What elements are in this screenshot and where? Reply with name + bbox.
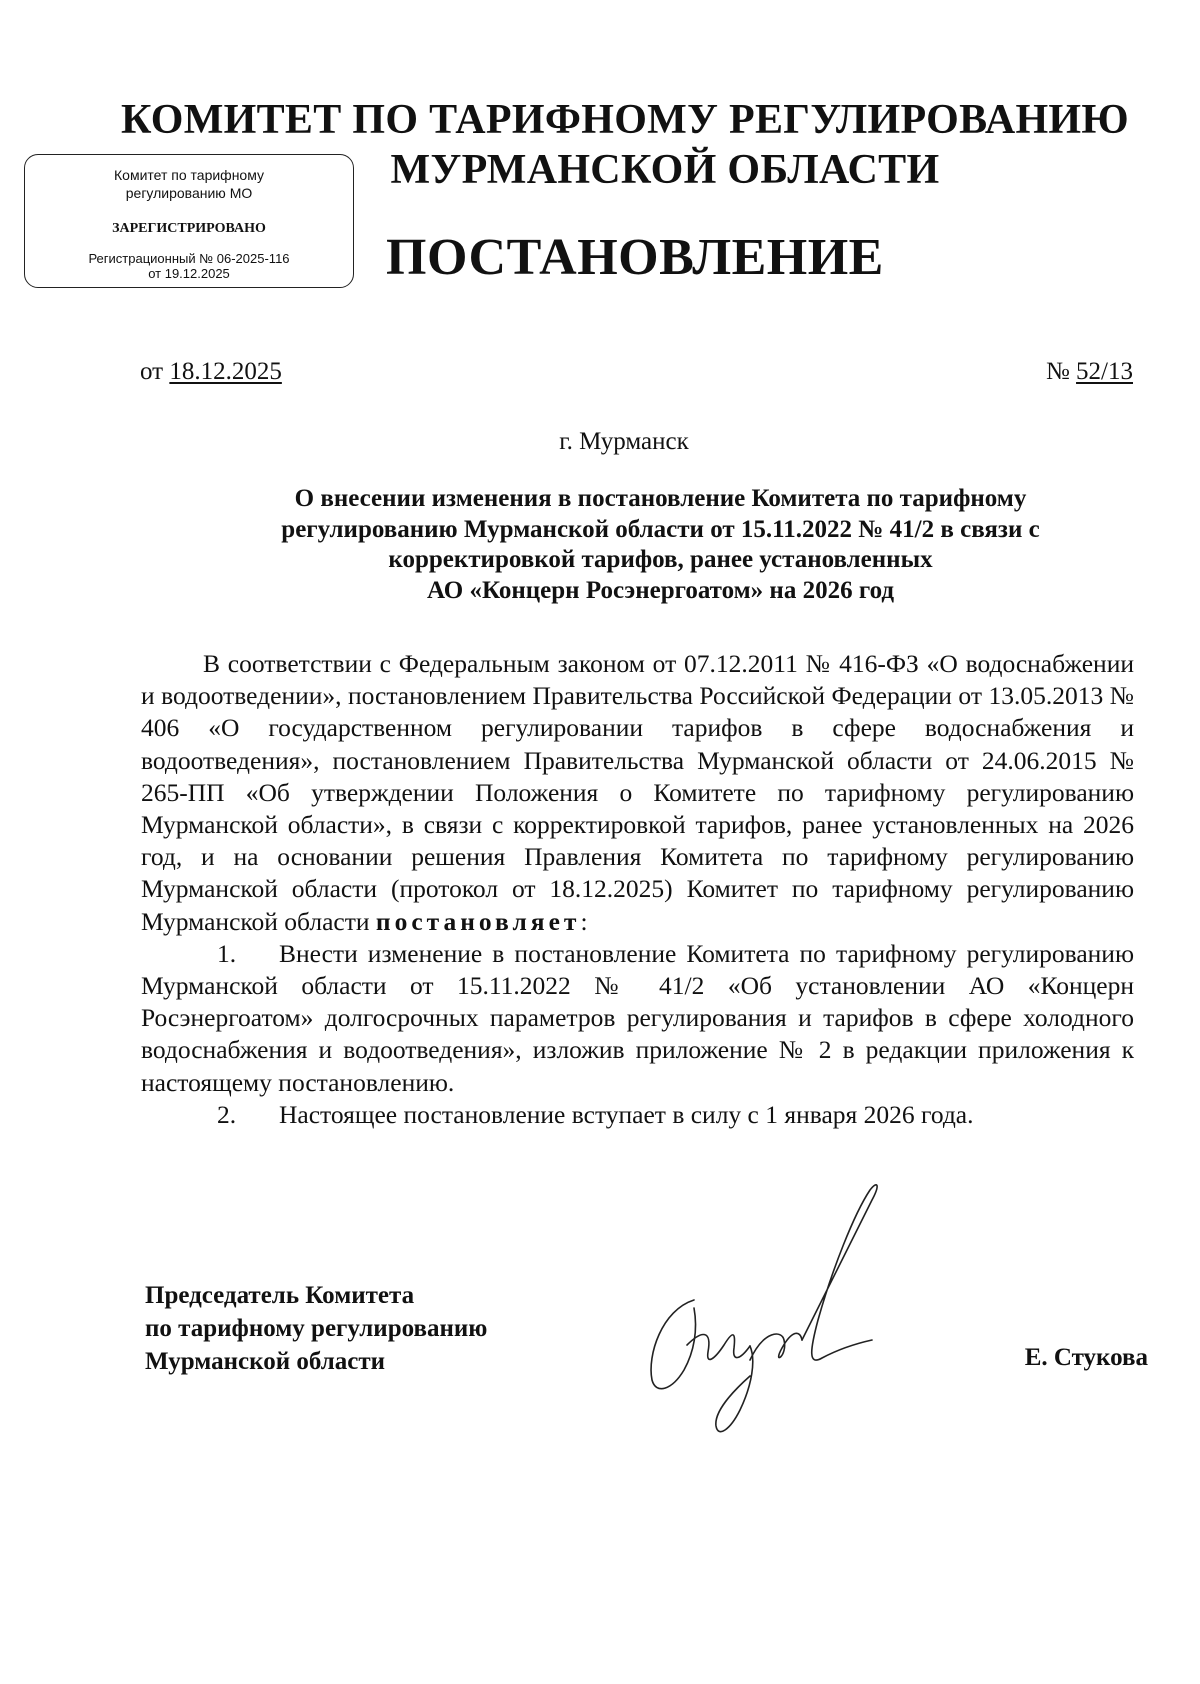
subject-line: АО «Концерн Росэнергоатом» на 2026 год [426,576,894,604]
document-meta [140,358,1133,390]
number-value: 52/13 [1076,358,1133,385]
org-title-line1: КОМИТЕТ ПО ТАРИФНОМУ РЕГУЛИРОВАНИЮ [121,97,1129,143]
resolves-colon: : [580,906,588,936]
resolution-item [141,938,1134,1099]
document-date [140,358,282,386]
preamble-paragraph [141,648,1134,938]
date-value: 18.12.2025 [169,358,282,385]
registration-stamp [24,154,354,288]
stamp-reg-date: от 19.12.2025 [148,266,230,281]
handwritten-signature [632,1180,922,1440]
stamp-org: Комитет по тарифному регулированию МО [114,167,264,201]
subject-line: регулированию Мурманской области от 15.11.2022 № 41/2 в связи с [281,515,1040,543]
item-number: 1. [217,938,237,968]
item-text: Настоящее постановление вступает в силу с 1 января 2026 года. [279,1099,974,1129]
resolution-item [141,1099,1134,1131]
resolves-word: постановляет [375,906,581,936]
city: г. Мурманск [559,428,689,455]
signer-position-line: Мурманской области [145,1348,386,1375]
signer-name: Е. Стукова [1024,1344,1148,1371]
signer-position-line: по тарифному регулированию [145,1315,488,1342]
number-prefix: № [1045,358,1070,385]
org-title-line2: МУРМАНСКОЙ ОБЛАСТИ [390,147,940,193]
stamp-registration [25,251,353,281]
stamp-reg-number: Регистрационный № 06-2025-116 [88,251,290,266]
signer-position-line: Председатель Комитета [145,1282,415,1309]
date-prefix: от [140,358,164,385]
item-number: 2. [217,1099,237,1129]
document-subject [140,484,1133,606]
document-type: ПОСТАНОВЛЕНИЕ [386,229,884,286]
preamble-text: В соответствии с Федеральным законом от 07.12.2011 № 416-ФЗ «О водоснабжении и водоотведении», постановлением Правительства Российской Федерации от 13.05.2013 № 406 «О государственном регулировании тарифов в сфере водоснабжения и водоотведения», постановлением Правительства Мурманской области от 24.06.2015 № 265-ПП «Об утверждении Положения о Комитете по тарифному регулированию Мурманской области», в связи с корректировкой тарифов, ранее установленных на 2026 год, и на основании решения Правления Комитета по тарифному регулированию Мурманской области (протокол от 18.12.2025) Комитет по тарифному регулированию Мурманской области [141,649,1134,936]
document-number [1046,358,1133,386]
stamp-status: ЗАРЕГИСТРИРОВАНО [112,221,266,236]
subject-line: О внесении изменения в постановление Комитета по тарифному [294,485,1027,512]
document-body [141,648,1134,1131]
item-text: Внести изменение в постановление Комитета по тарифному регулированию Мурманской области от 15.11.2022 № 41/2 «Об установлении АО «Концерн Росэнергоатом» долгосрочных параметров регулирования и тарифов в сфере холодного водоснабжения и водоотведения», изложив приложение № 2 в редакции приложения к настоящему постановлению. [141,938,1134,1097]
subject-line: корректировкой тарифов, ранее установленных [388,546,933,573]
signer-position [145,1279,487,1378]
